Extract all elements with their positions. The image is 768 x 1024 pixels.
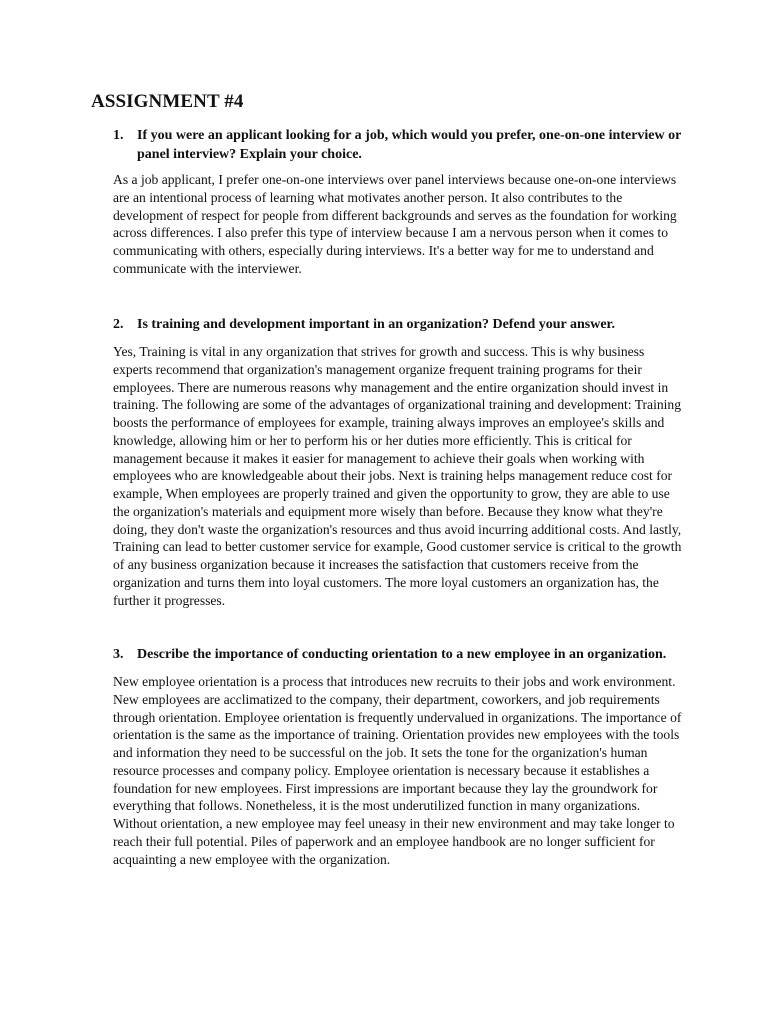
answer-3: New employee orientation is a process that introduces new recruits to their jobs and work environment. New employees are acclimatized to the company, their department, coworkers, and job requirements through orientation. Employee orientation is frequently undervalued in organizations. The importance of orientation is the same as the importance of training. Orientation provides new employees with the tools and information they need to be successful on the job. It sets the tone for the organization's human resource processes and company policy. Employee orientation is necessary because it establishes a foundation for new employees. First impressions are important because they lay the groundwork for everything that follows. Nonetheless, it is the most underutilized function in many organizations. Without orientation, a new employee may feel uneasy in their new environment and may take longer to reach their full potential. Piles of paperwork and an employee handbook are no longer sufficient for acquainting a new employee with the organization. [113,674,682,867]
question-number: 1. [113,128,124,143]
question-text: Describe the importance of conducting orientation to a new employee in an organization. [137,647,667,662]
answer-1: As a job applicant, I prefer one-on-one interviews over panel interviews because one-on-one interviews are an intentional process of learning what motivates another person. It also contributes to the development of respect for people from different backgrounds and serves as the foundation for working across differences. I also prefer this type of interview because I am a nervous person when it comes to communicating with others, especially during interviews. It's a better way for me to understand and communicate with the interviewer. [113,172,677,276]
question-2 [113,316,693,335]
answer-2: Yes, Training is vital in any organization that strives for growth and success. This is why business experts recommend that organization's management organize frequent training programs for their employees. There are numerous reasons why management and the entire organization should invest in training. The following are some of the advantages of organizational training and development: Training boosts the performance of employees for example, training always improves an employee's skills and knowledge, allowing him or her to perform his or her duties more efficiently. This is critical for management because it makes it easier for management to achieve their goals when working with employees who are knowledgeable about their jobs. Next is training helps management reduce cost for example, When employees are properly trained and given the opportunity to grow, they are able to use the organization's materials and equipment more wisely than before. Because they know what they're doing, they don't waste the organization's resources and thus avoid incurring additional costs. And lastly, Training can lead to better customer service for example, Good customer service is critical to the growth of any business organization because it increases the satisfaction that customers receive from the organization and turns them into loyal customers. The more loyal customers an organization has, the further it progresses. [113,344,682,608]
question-number: 2. [113,317,124,332]
document-title: ASSIGNMENT #4 [91,91,244,112]
question-1 [113,127,693,164]
question-text: Is training and development important in an organization? Defend your answer. [137,317,615,332]
question-text: If you were an applicant looking for a job, which would you prefer, one-on-one interview or panel interview? Explain your choice. [137,128,682,162]
question-number: 3. [113,647,124,662]
question-3 [113,646,693,665]
